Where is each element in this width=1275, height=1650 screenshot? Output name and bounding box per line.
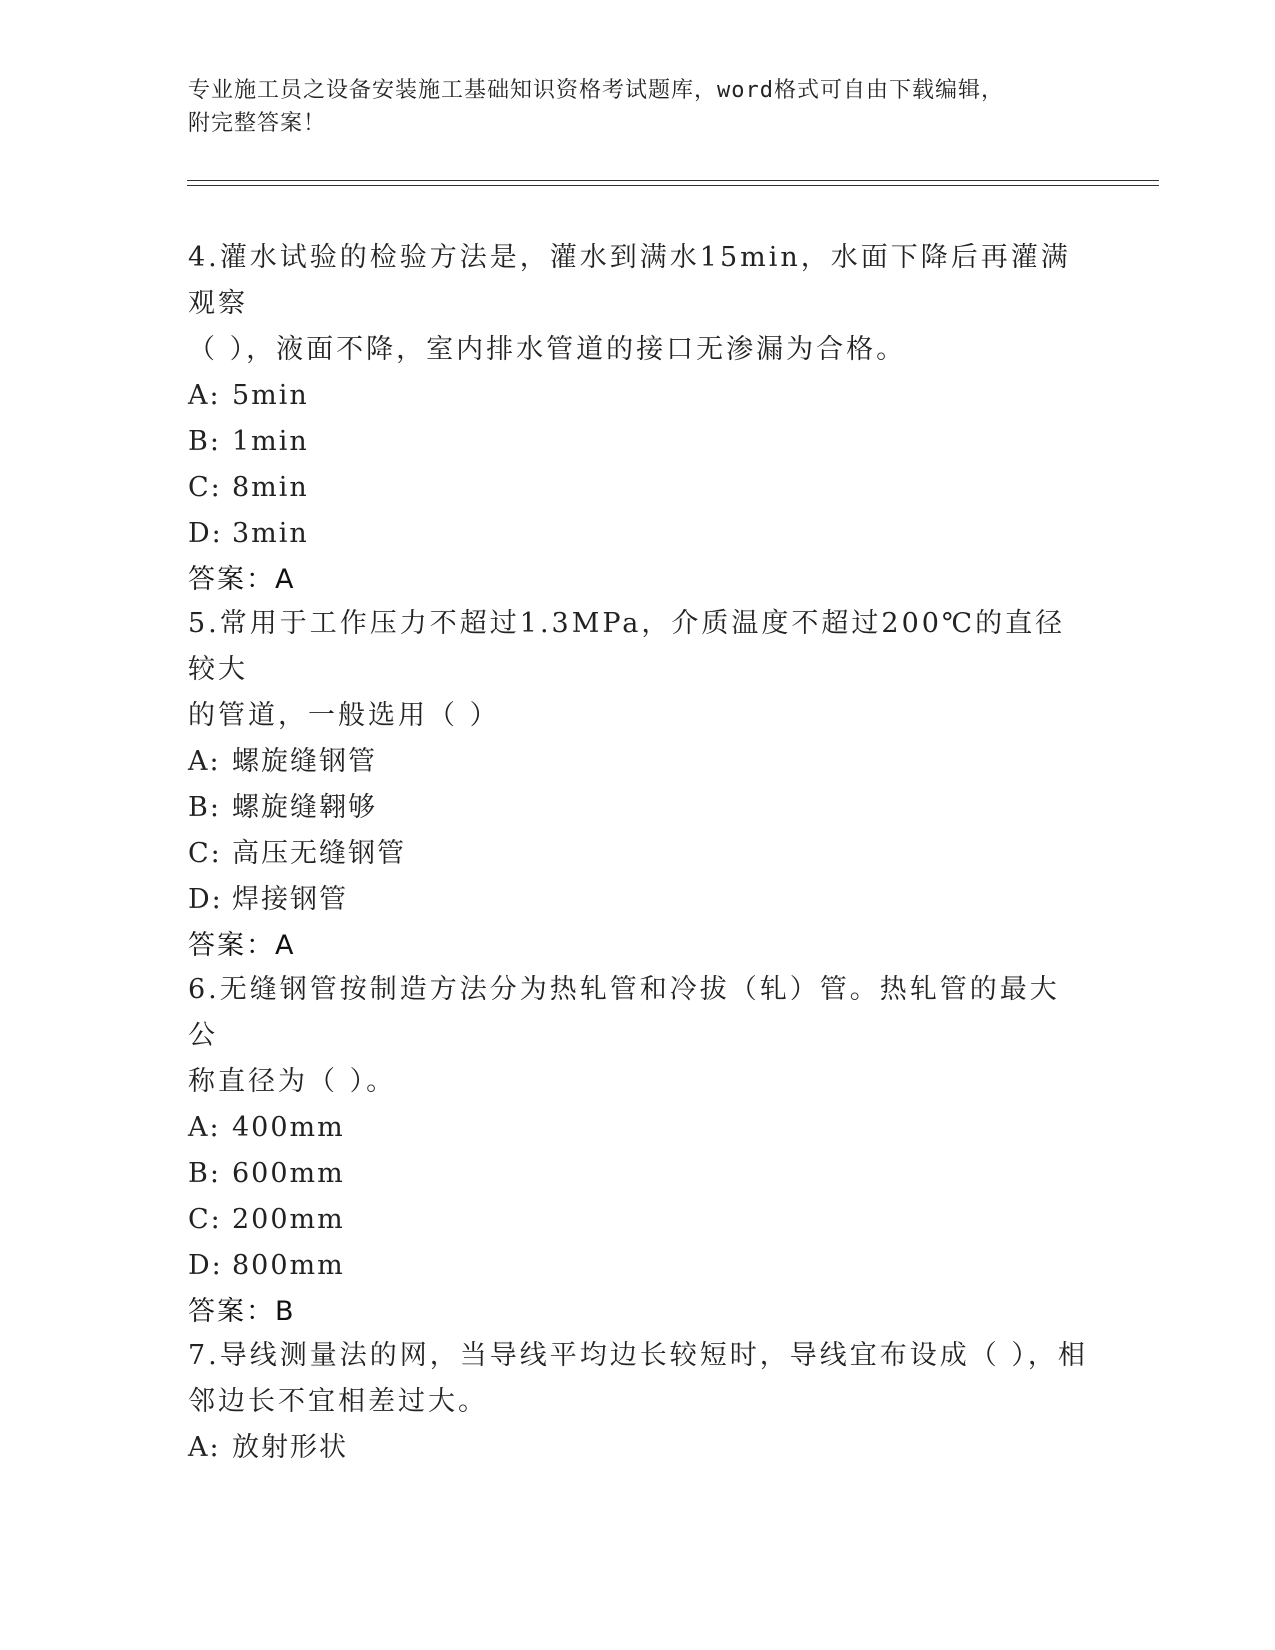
question-stem-line-2: （ ），液面不降，室内排水管道的接口无渗漏为合格。 — [188, 334, 907, 365]
question-5 — [188, 601, 1088, 969]
answer-label: 答案：A — [188, 930, 296, 961]
option-key: A: — [188, 1112, 221, 1143]
option-a — [188, 739, 1088, 785]
answer-label: 答案：B — [188, 1296, 296, 1327]
option-text: 3min — [232, 518, 309, 549]
question-stem-line-1: 4.灌水试验的检验方法是，灌水到满水15min，水面下降后再灌满观察 — [188, 242, 1071, 319]
option-text: 高压无缝钢管 — [232, 838, 406, 869]
option-b — [188, 419, 1088, 465]
option-key: D: — [188, 518, 223, 549]
option-key: A: — [188, 1432, 221, 1463]
option-text: 1min — [232, 426, 309, 457]
option-key: D: — [188, 884, 223, 915]
option-key: D: — [188, 1250, 223, 1281]
header-line-1: 专业施工员之设备安装施工基础知识资格考试题库，word格式可自由下载编辑， — [188, 78, 1004, 103]
option-text: 200mm — [232, 1204, 345, 1235]
header-divider-bottom — [187, 185, 1159, 186]
option-text: 螺旋缝钢管 — [232, 746, 377, 777]
option-d — [188, 511, 1088, 557]
question-stem-line-2: 邻边长不宜相差过大。 — [188, 1386, 488, 1417]
question-stem-line-1: 7.导线测量法的网，当导线平均边长较短时，导线宜布设成（ ），相 — [188, 1340, 1088, 1371]
question-stem-line-1: 5.常用于工作压力不超过1.3MPa，介质温度不超过200℃的直径较大 — [188, 608, 1066, 685]
question-stem-line-1: 6.无缝钢管按制造方法分为热轧管和冷拔（轧）管。热轧管的最大公 — [188, 974, 1060, 1051]
document-header — [188, 74, 1088, 140]
option-d — [188, 1243, 1088, 1289]
question-stem-line-2: 的管道，一般选用（ ） — [188, 700, 500, 731]
question-stem-line-2: 称直径为（ ）。 — [188, 1066, 397, 1097]
option-key: C: — [188, 472, 222, 503]
option-b — [188, 1151, 1088, 1197]
option-c — [188, 1197, 1088, 1243]
option-c — [188, 831, 1088, 877]
option-key: A: — [188, 746, 221, 777]
option-a — [188, 373, 1088, 419]
header-divider-top — [187, 180, 1159, 181]
answer-label: 答案：A — [188, 564, 296, 595]
option-text: 5min — [232, 380, 309, 411]
option-b — [188, 785, 1088, 831]
option-text: 600mm — [232, 1158, 345, 1189]
option-a — [188, 1425, 1088, 1471]
option-text: 焊接钢管 — [232, 884, 348, 915]
option-text: 800mm — [232, 1250, 345, 1281]
option-text: 400mm — [232, 1112, 345, 1143]
option-key: B: — [188, 792, 221, 823]
option-key: C: — [188, 838, 222, 869]
option-key: C: — [188, 1204, 222, 1235]
option-key: A: — [188, 380, 221, 411]
option-c — [188, 465, 1088, 511]
option-text: 8min — [232, 472, 309, 503]
header-line-2: 附完整答案！ — [188, 111, 327, 136]
option-key: B: — [188, 1158, 221, 1189]
option-text: 螺旋缝翱够 — [232, 792, 377, 823]
question-7 — [188, 1333, 1088, 1471]
option-text: 放射形状 — [232, 1432, 348, 1463]
question-6 — [188, 967, 1088, 1335]
option-a — [188, 1105, 1088, 1151]
option-key: B: — [188, 426, 221, 457]
question-4 — [188, 235, 1088, 603]
option-d — [188, 877, 1088, 923]
